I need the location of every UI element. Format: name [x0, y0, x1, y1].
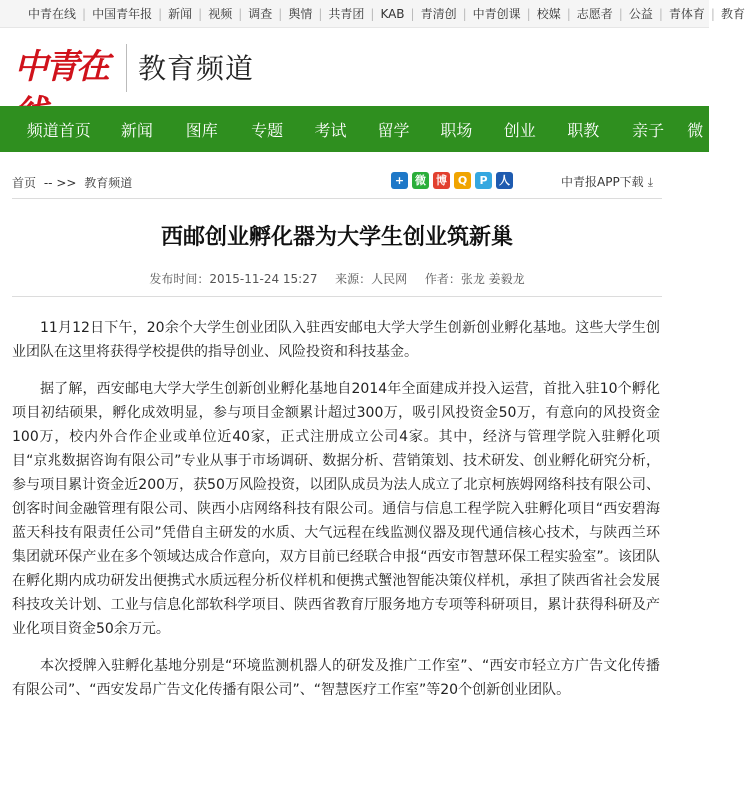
top-nav-link[interactable]: 舆情 — [288, 7, 313, 21]
breadcrumb-row — [0, 166, 709, 196]
top-utility-nav — [0, 0, 745, 28]
source-label: 来源： — [335, 272, 372, 286]
main-nav-item[interactable]: 新闻 — [120, 120, 153, 140]
top-nav-link[interactable]: 视频 — [208, 7, 233, 21]
top-nav-link[interactable]: 中青创课 — [472, 7, 521, 21]
article-paragraph: 据了解，西安邮电大学大学生创新创业孵化基地自2014年全面建成并投入运营，首批入驻10个孵化项目初结硕果，孵化成效明显，参与项目金额累计超过300万，吸引风投资金50万，有意向的风投资金100万，校内外合作企业或单位近40家，正式注册成立公司4家。其中，经济与管理学院入驻孵化项目“京兆数据咨询有限公司”专业从事于市场调研、数据分析、营销策划、技术研发、创业孵化研究分析，参与项目累计资金近200万，获50万风险投资，以团队成员为法人成立了北京柯族姆网络科技有限公司、创客时间金融管理有限公司、陕西小店网络科技有限公司。通信与信息工程学院入驻孵化项目“西安碧海蓝天科技有限责任公司”凭借自主研发的水质、大气远程在线监测仪器及现代通信核心技术，与陕西兰环集团就环保产业在多个领域达成合作意向，双方目前已经联合申报“西安市智慧环保工程实验室”。该团队在孵化期内成功研发出便携式水质远程分析仪样机和便携式蟹池智能决策仪样机，承担了陕西省社会发展科技攻关计划、工业与信息化部软科学项目、陕西省教育厅服务地方专项等科研项目，累计获得科研及产业化项目资金50余万元。 — [12, 381, 660, 637]
top-nav-link[interactable]: KAB — [380, 6, 405, 21]
site-logo[interactable]: 中青在 — [14, 47, 107, 87]
breadcrumb — [12, 174, 132, 191]
publish-label: 发布时间： — [149, 272, 210, 286]
download-icon: ⤓ — [647, 175, 653, 189]
nav-separator: | — [526, 6, 531, 21]
article-paragraph: 本次授牌入驻孵化基地分别是“环境监测机器人的研发及推广工作室”、“西安市轻立方广告文化传播有限公司”、“西安发昂广告文化传播有限公司”、“智慧医疗工作室”等20个创新创业团队。 — [12, 658, 660, 698]
main-nav-item[interactable]: 留学 — [377, 120, 410, 140]
qzone-share-icon[interactable]: Q — [454, 172, 471, 189]
article-body — [12, 316, 660, 715]
top-nav-link[interactable]: 公益 — [628, 7, 653, 21]
nav-separator: | — [410, 6, 415, 21]
author-value: 张龙 姜毅龙 — [460, 272, 525, 286]
main-nav-item[interactable]: 频道首页 — [26, 120, 91, 140]
nav-separator: | — [566, 6, 571, 21]
article-title: 西邮创业孵化器为大学生创业筑新巢 — [160, 225, 513, 250]
breadcrumb-separator: -- >> — [43, 176, 77, 190]
plus-share-icon[interactable]: + — [391, 172, 408, 189]
nav-separator: | — [618, 6, 623, 21]
publish-time: 2015-11-24 15:27 — [209, 272, 318, 286]
author-label: 作者： — [424, 272, 461, 286]
main-nav — [0, 106, 709, 152]
top-nav-link[interactable]: 共青团 — [328, 7, 365, 21]
wechat-share-icon[interactable]: 微 — [412, 172, 429, 189]
nav-separator: | — [710, 6, 715, 21]
share-bar — [391, 172, 513, 189]
breadcrumb-current-link[interactable]: 教育频道 — [84, 176, 133, 190]
top-nav-link[interactable]: 新闻 — [168, 7, 193, 21]
top-nav-link[interactable]: 校媒 — [536, 7, 561, 21]
top-nav-link[interactable]: 调查 — [248, 7, 273, 21]
top-nav-link[interactable]: 中青在线 — [28, 7, 77, 21]
nav-separator: | — [158, 6, 163, 21]
article-paragraph: 11月12日下午，20余个大学生创业团队入驻西安邮电大学大学生创新创业孵化基地。这些大学生创业团队在这里将获得学校提供的指导创业、风险投资和科技基金。 — [12, 320, 660, 360]
nav-separator: | — [278, 6, 283, 21]
main-nav-item[interactable]: 专题 — [251, 120, 284, 140]
nav-separator: | — [370, 6, 375, 21]
nav-separator: | — [318, 6, 323, 21]
app-download-link[interactable] — [561, 173, 653, 190]
site-header — [0, 28, 709, 106]
top-nav-link[interactable]: 教育 — [720, 7, 745, 21]
weibo-share-icon[interactable]: 博 — [433, 172, 450, 189]
main-nav-item[interactable]: 微 — [687, 120, 704, 140]
main-nav-item[interactable]: 创业 — [503, 120, 536, 140]
nav-separator: | — [658, 6, 663, 21]
channel-title: 教育频道 — [138, 52, 255, 85]
nav-separator: | — [198, 6, 203, 21]
qq-share-icon[interactable]: P — [475, 172, 492, 189]
top-nav-link[interactable]: 中国青年报 — [92, 7, 153, 21]
nav-separator: | — [238, 6, 243, 21]
divider — [12, 296, 662, 297]
article-meta — [12, 270, 662, 287]
main-nav-item[interactable]: 职教 — [567, 120, 600, 140]
main-nav-item[interactable]: 职场 — [440, 120, 473, 140]
nav-separator: | — [82, 6, 87, 21]
source-value[interactable]: 人民网 — [371, 272, 408, 286]
main-nav-item[interactable]: 考试 — [314, 120, 347, 140]
top-nav-link[interactable]: 青体育 — [668, 7, 705, 21]
top-nav-link[interactable]: 青清创 — [420, 7, 457, 21]
logo-divider — [126, 44, 127, 92]
main-nav-item[interactable]: 亲子 — [632, 120, 665, 140]
breadcrumb-home-link[interactable]: 首页 — [12, 176, 37, 190]
renren-share-icon[interactable]: 人 — [496, 172, 513, 189]
top-nav-link[interactable]: 志愿者 — [576, 7, 613, 21]
divider — [12, 198, 662, 199]
nav-separator: | — [462, 6, 467, 21]
main-nav-item[interactable]: 图库 — [185, 120, 218, 140]
app-download-label: 中青报APP下载 — [561, 175, 644, 189]
